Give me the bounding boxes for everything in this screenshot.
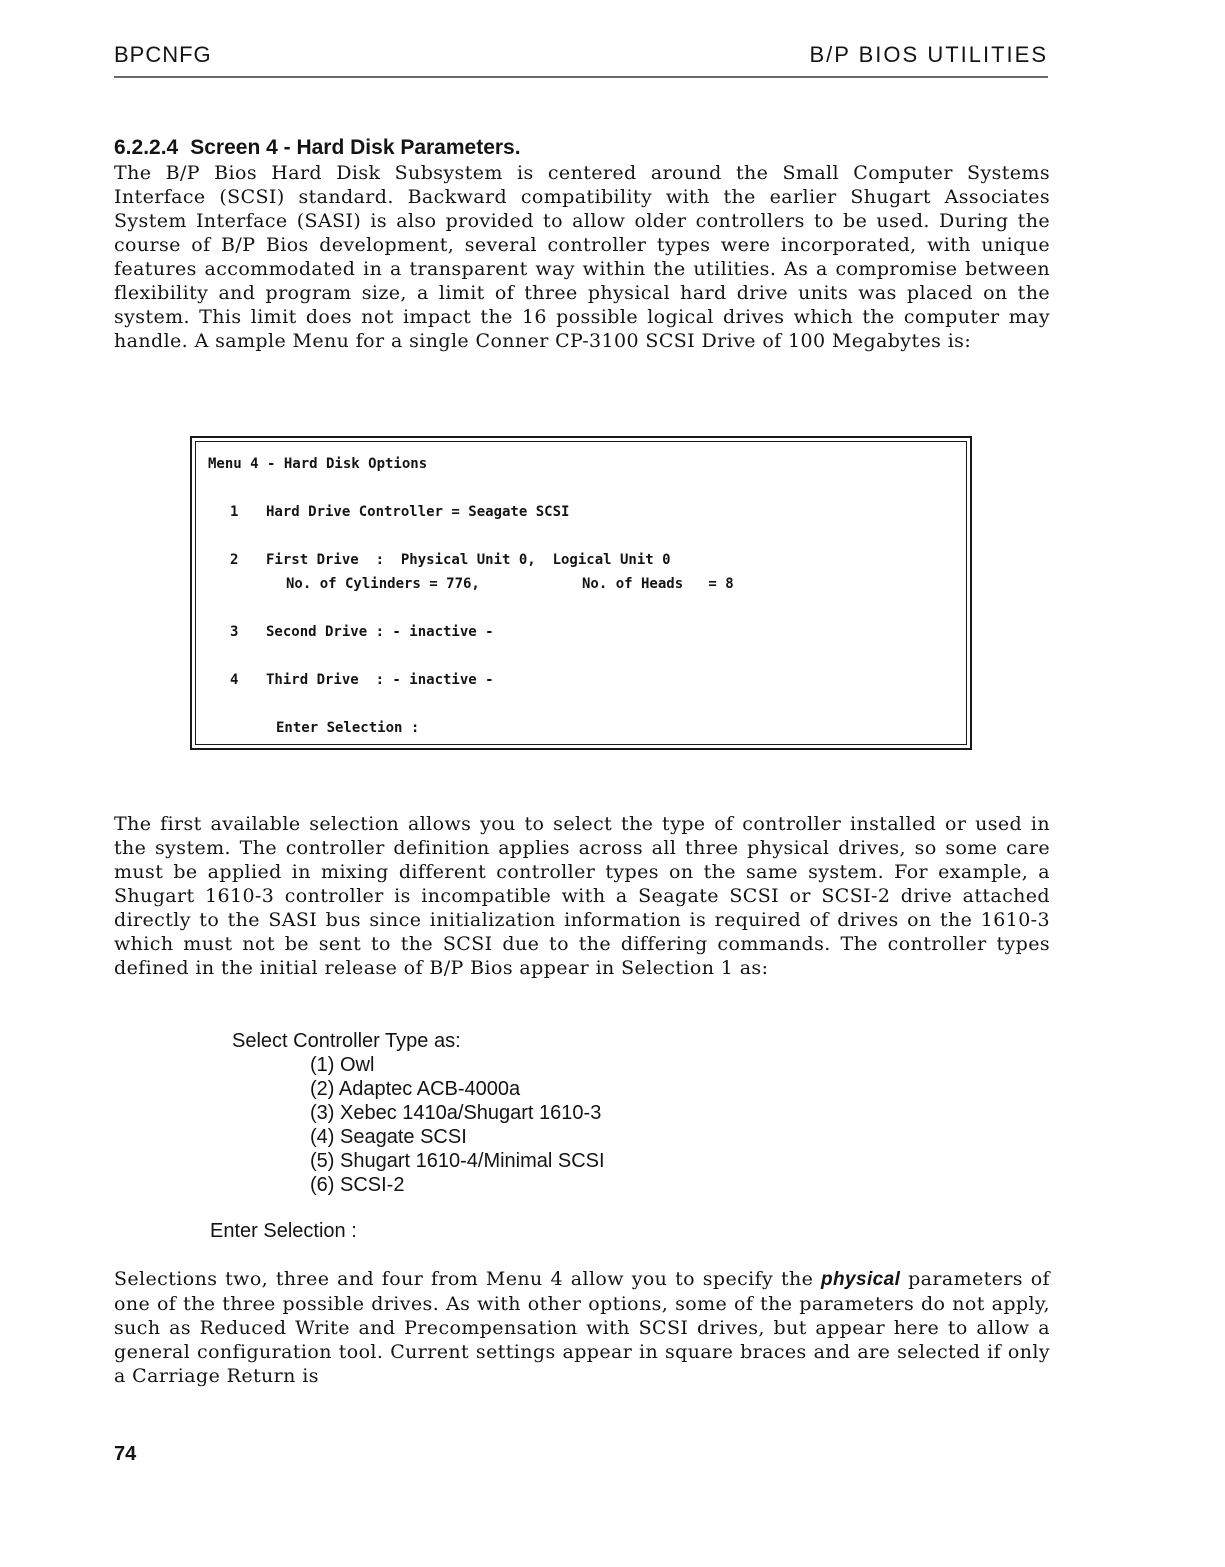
menu-screen-box: [190, 436, 972, 750]
menu-item-2-text: First Drive : Physical Unit 0, Logical Unit 0: [266, 552, 671, 568]
menu-item-4-number: 4: [230, 672, 239, 688]
menu-item-1-text: Hard Drive Controller = Seagate SCSI: [266, 504, 570, 520]
section-number: 6.2.2.4: [114, 136, 179, 159]
menu-enter-selection: Enter Selection :: [276, 720, 420, 736]
paragraph-intro: The B/P Bios Hard Disk Subsystem is centered around the Small Computer Systems Interface (SCSI) standard. Backward compatibility with the earlier Shugart Associates System Interface (SASI) is also provided to allow older controllers to be used. During the course of B/P Bios development, several controller types were incorporated, with unique features accommodated in a transparent way within the utilities. As a compromise between flexibility and program size, a limit of three physical hard drive units was placed on the system. This limit does not impact the 16 possible logical drives which the computer may handle. A sample Menu for a single Conner CP-3100 SCSI Drive of 100 Megabytes is:: [114, 162, 1050, 352]
menu-item-2-heads: No. of Heads = 8: [582, 576, 734, 592]
controller-option: (4) Seagate SCSI: [310, 1126, 467, 1148]
controller-option: (6) SCSI-2: [310, 1174, 405, 1196]
paragraph-controller: The first available selection allows you to select the type of controller installed or used in the system. The controller definition applies across all three physical drives, so some care must be applied in mixing different controller types on the same system. For example, a Shugart 1610-3 controller is incompatible with a Seagate SCSI or SCSI-2 drive attached directly to the SASI bus since initialization information is required of drives on the 1610-3 which must not be sent to the SCSI due to the differing commands. The controller types defined in the initial release of B/P Bios appear in Selection 1 as:: [114, 813, 1050, 979]
page-number: 74: [114, 1443, 137, 1465]
menu-title: Menu 4 - Hard Disk Options: [208, 456, 428, 472]
controller-option: (3) Xebec 1410a/Shugart 1610-3: [310, 1102, 602, 1124]
controller-enter-selection: Enter Selection :: [210, 1220, 357, 1242]
paragraph-selections-start: Selections two, three and four from Menu 4 allow you to specify the: [114, 1268, 822, 1290]
controller-list-heading: Select Controller Type as:: [232, 1030, 461, 1052]
menu-item-3-text: Second Drive : - inactive -: [266, 624, 494, 640]
paragraph-selections: [114, 1267, 1050, 1388]
menu-item-1-number: 1: [230, 504, 239, 520]
paragraph-selections-rest: parameters of one of the three possible drives. As with other options, some of the parameters do not apply, such as Reduced Write and Precompensation with SCSI drives, but appear here to allow a general configuration tool. Current settings appear in square braces and are selected if only a Carriage Return is: [114, 1268, 1050, 1387]
menu-item-3-number: 3: [230, 624, 239, 640]
header-rule: [114, 76, 1048, 78]
section-heading: [114, 136, 1048, 160]
controller-option: (2) Adaptec ACB-4000a: [310, 1078, 521, 1100]
header-left: BPCNFG: [114, 42, 212, 67]
menu-item-2-number: 2: [230, 552, 239, 568]
physical-emphasis: physical: [821, 1269, 901, 1290]
menu-item-2-cylinders: No. of Cylinders = 776,: [286, 576, 480, 592]
running-header: [114, 42, 1048, 72]
controller-option: (5) Shugart 1610-4/Minimal SCSI: [310, 1150, 605, 1172]
header-right: B/P BIOS UTILITIES: [809, 42, 1048, 67]
menu-item-4-text: Third Drive : - inactive -: [266, 672, 494, 688]
controller-option: (1) Owl: [310, 1054, 375, 1076]
section-title: Screen 4 - Hard Disk Parameters.: [190, 136, 521, 159]
controller-type-list: [232, 1029, 932, 1197]
